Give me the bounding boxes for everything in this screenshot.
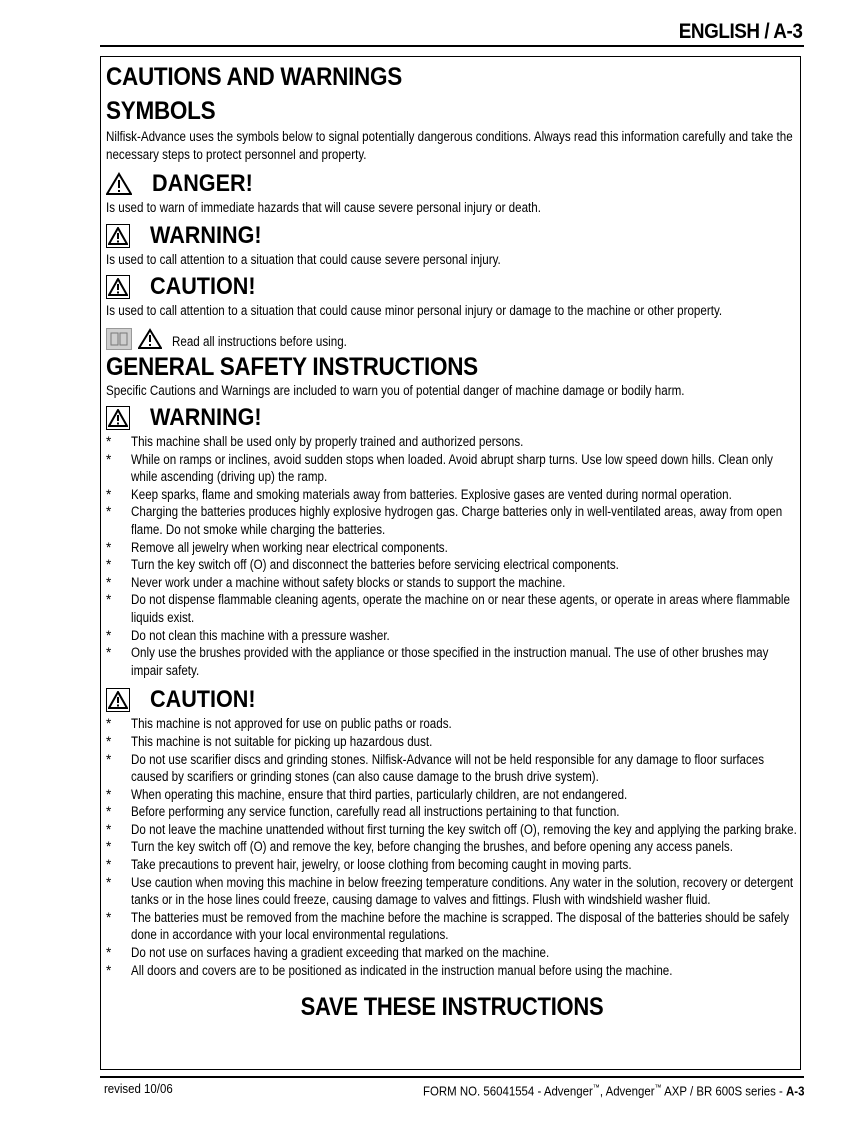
list-item: * Do not dispense flammable cleaning agents, operate the machine on or near these agents, or operate in areas where flammable liquids exist. bbox=[106, 591, 798, 626]
page-title: CAUTIONS AND WARNINGS bbox=[106, 63, 403, 91]
warning-text: Is used to call attention to a situation that could cause severe personal injury. bbox=[106, 251, 501, 267]
list-item: * The batteries must be removed from the machine before the machine is scrapped. The disposal of the batteries should be safely done in accordance with your local environmental regulations. bbox=[106, 909, 798, 944]
page-content bbox=[106, 62, 798, 1022]
boxed-warning-icon bbox=[106, 406, 130, 430]
warning-triangle-icon bbox=[106, 172, 132, 196]
general-safety-heading: GENERAL SAFETY INSTRUCTIONS bbox=[106, 352, 478, 381]
general-caution-label: CAUTION! bbox=[150, 686, 256, 714]
list-item: * Turn the key switch off (O) and remove the key, before changing the brushes, and before opening any access panels. bbox=[106, 838, 798, 856]
header-rule bbox=[100, 45, 804, 47]
warning-notice bbox=[106, 221, 798, 251]
save-instructions: SAVE THESE INSTRUCTIONS bbox=[300, 993, 604, 1022]
general-caution-notice bbox=[106, 685, 798, 715]
list-item: * This machine is not suitable for picking up hazardous dust. bbox=[106, 733, 798, 751]
warning-label: WARNING! bbox=[150, 221, 262, 249]
general-warning-notice bbox=[106, 403, 798, 433]
cautions-list bbox=[106, 715, 798, 979]
caution-text: Is used to call attention to a situation that could cause minor personal injury or damage to the machine or other property. bbox=[106, 303, 723, 318]
boxed-caution-icon bbox=[106, 275, 130, 299]
warning-triangle-icon bbox=[138, 328, 162, 350]
read-instructions-text: Read all instructions before using. bbox=[172, 333, 347, 349]
danger-label: DANGER! bbox=[152, 170, 253, 197]
list-item: * Keep sparks, flame and smoking materials away from batteries. Explosive gases are vented during normal operation. bbox=[106, 486, 798, 504]
list-item: * Use caution when moving this machine in below freezing temperature conditions. Any water in the solution, recovery or detergent tanks or in the hose lines could freeze, causing damage to valves and fittings. Flush with windshield washer fluid. bbox=[106, 874, 798, 909]
list-item: * While on ramps or inclines, avoid sudden stops when loaded. Avoid abrupt sharp turns. Use low speed down hills. Clean only while ascending (driving up) the ramp. bbox=[106, 451, 798, 486]
symbols-heading: SYMBOLS bbox=[106, 97, 216, 125]
general-warning-label: WARNING! bbox=[150, 404, 262, 431]
list-item: * This machine is not approved for use on public paths or roads. bbox=[106, 715, 798, 733]
warnings-list bbox=[106, 433, 798, 679]
list-item: * This machine shall be used only by properly trained and authorized persons. bbox=[106, 433, 798, 451]
list-item: * Do not leave the machine unattended without first turning the key switch off (O), removing the key and applying the parking brake. bbox=[106, 821, 798, 839]
manual-book-icon bbox=[106, 328, 132, 350]
danger-notice bbox=[106, 169, 798, 199]
footer-rule bbox=[100, 1076, 804, 1078]
list-item: * Do not use scarifier discs and grinding stones. Nilfisk-Advance will not be held responsible for any damage to floor surfaces caused by scarifiers or grinding stones (can also cause damage to the brush drive system). bbox=[106, 751, 798, 786]
list-item: * Remove all jewelry when working near electrical components. bbox=[106, 539, 798, 557]
read-instructions-row bbox=[106, 322, 798, 350]
list-item: * Take precautions to prevent hair, jewelry, or loose clothing from becoming caught in moving parts. bbox=[106, 856, 798, 874]
list-item: * Do not use on surfaces having a gradient exceeding that marked on the machine. bbox=[106, 944, 798, 962]
boxed-caution-icon bbox=[106, 688, 130, 712]
general-safety-intro: Specific Cautions and Warnings are included to warn you of potential danger of machine damage or bodily harm. bbox=[106, 382, 685, 398]
footer-revised: revised 10/06 bbox=[104, 1081, 173, 1096]
footer-form-number: FORM NO. 56041554 - Advenger™, Advenger™ AXP / BR 600S series - A-3 bbox=[422, 1083, 804, 1099]
list-item: * All doors and covers are to be positioned as indicated in the instruction manual before using the machine. bbox=[106, 962, 798, 980]
caution-label: CAUTION! bbox=[150, 273, 256, 300]
list-item: * Turn the key switch off (O) and disconnect the batteries before servicing electrical components. bbox=[106, 556, 798, 574]
header-language-page: ENGLISH / A-3 bbox=[678, 20, 802, 43]
footer-page-number: A-3 bbox=[785, 1083, 804, 1099]
boxed-warning-icon bbox=[106, 224, 130, 248]
list-item: * Do not clean this machine with a pressure washer. bbox=[106, 627, 798, 645]
list-item: * Before performing any service function, carefully read all instructions pertaining to that function. bbox=[106, 803, 798, 821]
list-item: * Never work under a machine without safety blocks or stands to support the machine. bbox=[106, 574, 798, 592]
list-item: * Charging the batteries produces highly explosive hydrogen gas. Charge batteries only in well-ventilated areas, away from open flame. Do not smoke while charging the batteries. bbox=[106, 503, 798, 538]
caution-notice bbox=[106, 272, 798, 302]
list-item: * When operating this machine, ensure that third parties, particularly children, are not endangered. bbox=[106, 786, 798, 804]
list-item: * Only use the brushes provided with the appliance or those specified in the instruction manual. The use of other brushes may impair safety. bbox=[106, 644, 798, 679]
danger-text: Is used to warn of immediate hazards that will cause severe personal injury or death. bbox=[106, 200, 541, 215]
symbols-intro: Nilfisk-Advance uses the symbols below to signal potentially dangerous conditions. Always read this information carefully and take the necessary steps to protect personnel and property. bbox=[106, 129, 793, 162]
